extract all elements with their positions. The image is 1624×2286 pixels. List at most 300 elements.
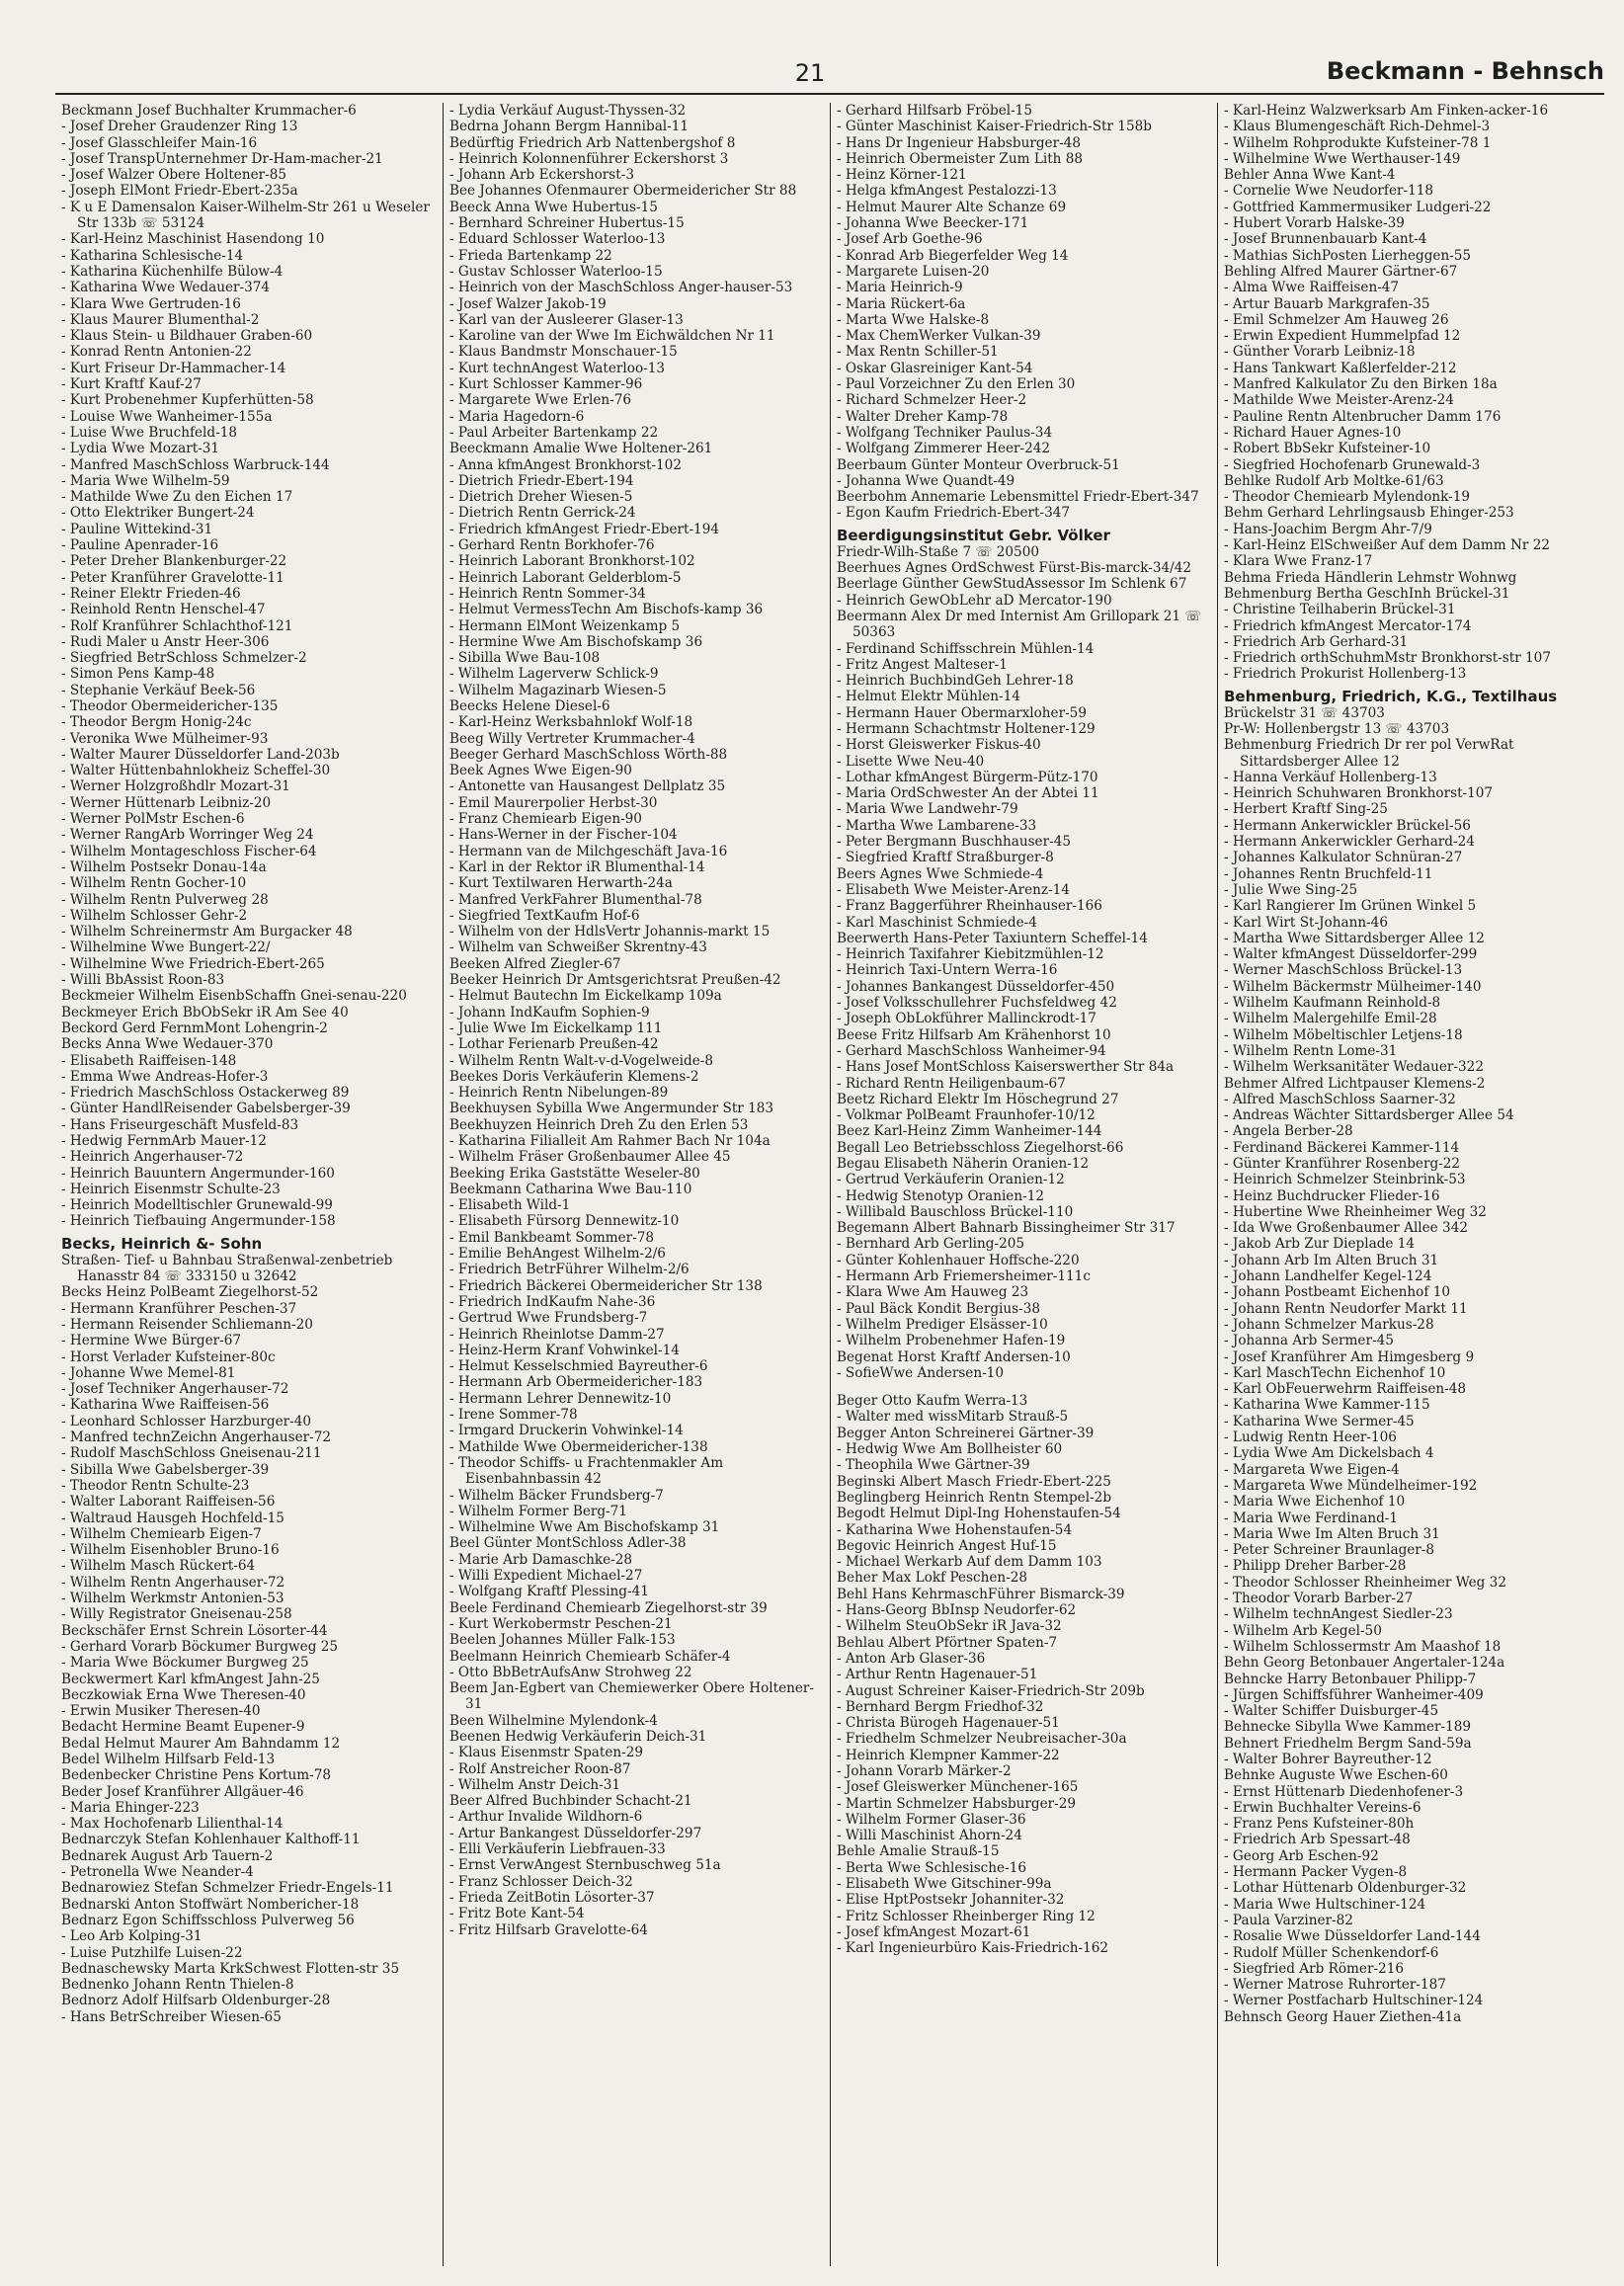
directory-entry: - Rudolf Müller Schenkendorf-6 (1224, 1944, 1439, 1961)
directory-entry: - Heinrich Rentn Nibelungen-89 (449, 1085, 669, 1102)
directory-entry: - Theophila Wwe Gärtner-39 (837, 1457, 1030, 1474)
directory-entry: - Lisette Wwe Neu-40 (837, 753, 985, 770)
directory-entry: - Elisabeth Wwe Meister-Arenz-14 (837, 881, 1070, 898)
directory-entry: - Horst Gleiswerker Fiskus-40 (837, 737, 1041, 754)
directory-entry: Beele Ferdinand Chemiearb Ziegelhorst-str 39 (449, 1599, 768, 1616)
directory-entry: - Johannes Rentn Bruchfeld-11 (1224, 865, 1433, 882)
directory-entry: - Margareta Wwe Mündelheimer-192 (1224, 1477, 1478, 1494)
directory-entry: - Wilhelm Möbeltischler Letjens-18 (1224, 1026, 1463, 1043)
directory-entry: - Werner RangArb Worringer Weg 24 (61, 827, 314, 844)
directory-entry: - Maria Ehinger-223 (61, 1799, 200, 1816)
directory-entry: Beez Karl-Heinz Zimm Wanheimer-144 (837, 1123, 1102, 1140)
directory-entry: - Hubertine Wwe Rheinheimer Weg 32 (1224, 1203, 1487, 1220)
directory-entry: - Maria Wwe Hultschiner-124 (1224, 1896, 1426, 1913)
directory-entry: - Heinrich Bauuntern Angermunder-160 (61, 1165, 335, 1182)
directory-entry: Behnke Auguste Wwe Eschen-60 (1224, 1767, 1448, 1784)
directory-entry: - Gertrud Wwe Frundsberg-7 (449, 1310, 648, 1327)
directory-entry: - Peter Schreiner Braunlager-8 (1224, 1542, 1435, 1559)
directory-entry: - Peter Dreher Blankenburger-22 (61, 553, 287, 570)
directory-entry: - Hans Tankwart Kaßlerfelder-212 (1224, 360, 1457, 376)
directory-entry: - Josef Dreher Graudenzer Ring 13 (61, 119, 298, 135)
header-rule (55, 93, 1604, 95)
directory-entry: Behncke Harry Betonbauer Philipp-7 (1224, 1671, 1477, 1687)
directory-entry: - Wilhelm Chemiearb Eigen-7 (61, 1525, 262, 1542)
directory-entry: Bednarczyk Stefan Kohlenhauer Kalthoff-11 (61, 1832, 361, 1848)
directory-entry: - Johann Arb Eckershorst-3 (449, 167, 634, 184)
directory-entry: - Manfred technZeichn Angerhauser-72 (61, 1429, 332, 1446)
directory-entry: - Hans Dr Ingenieur Habsburger-48 (837, 134, 1081, 151)
directory-entry: - Wilhelm Malergehilfe Emil-28 (1224, 1011, 1437, 1027)
directory-entry: - Bernhard Schreiner Hubertus-15 (449, 215, 685, 232)
directory-entry: - Gerhard Hilfsarb Fröbel-15 (837, 103, 1032, 119)
directory-entry: - Erwin Expedient Hummelpfad 12 (1224, 328, 1461, 345)
directory-entry: - Hedwig Wwe Am Bollheister 60 (837, 1441, 1063, 1458)
column-4 (1217, 103, 1604, 2266)
directory-entry: - Johann Vorarb Märker-2 (837, 1762, 1012, 1779)
directory-entry: - Johanne Wwe Memel-81 (61, 1364, 236, 1381)
directory-entry: - Friedrich IndKaufm Nahe-36 (449, 1293, 656, 1310)
directory-entry: Bednorz Adolf Hilfsarb Oldenburger-28 (61, 1993, 331, 2009)
directory-entry: - Katharina Wwe Wedauer-374 (61, 280, 271, 296)
directory-entry: - Richard Rentn Heiligenbaum-67 (837, 1075, 1066, 1092)
directory-entry: Beckschäfer Ernst Schrein Lösorter-44 (61, 1622, 328, 1639)
directory-entry: - Wilhelm Rentn Pulverweg 28 (61, 891, 269, 908)
directory-entry: Bedenbecker Christine Pens Kortum-78 (61, 1767, 332, 1784)
directory-entry: - Ludwig Rentn Heer-106 (1224, 1429, 1397, 1446)
directory-entry: - Kurt Werkobermstr Peschen-21 (449, 1615, 673, 1632)
directory-entry: Beder Josef Kranführer Allgäuer-46 (61, 1783, 304, 1800)
directory-entry: Beginski Albert Masch Friedr-Ebert-225 (837, 1473, 1111, 1490)
directory-entry: Beckmeier Wilhelm EisenbSchaffn Gnei-senau-220 (61, 988, 407, 1005)
directory-entry: - Maria Wwe Ferdinand-1 (1224, 1510, 1399, 1526)
directory-entry: - Heinrich Tiefbauing Angermunder-158 (61, 1213, 336, 1230)
directory-entry: - Bernhard Bergm Friedhof-32 (837, 1698, 1044, 1715)
directory-entry: - Pauline Wittekind-31 (61, 521, 213, 537)
directory-entry: - Max ChemWerker Vulkan-39 (837, 328, 1041, 345)
directory-entry: - Anna kfmAngest Bronkhorst-102 (449, 456, 682, 473)
directory-entry: - Hermann Packer Vygen-8 (1224, 1864, 1408, 1881)
directory-entry: - Walter kfmAngest Düsseldorfer-299 (1224, 946, 1478, 963)
directory-entry: - Lydia Wwe Am Dickelsbach 4 (1224, 1445, 1434, 1462)
directory-entry: - Kurt Textilwaren Herwarth-24a (449, 875, 673, 892)
directory-entry: - Otto Elektriker Bungert-24 (61, 505, 255, 522)
directory-entry: - Josef Glasschleifer Main-16 (61, 134, 258, 151)
directory-entry: - Theodor Chemiearb Mylendonk-19 (1224, 489, 1471, 506)
directory-entry: - Pauline Apenrader-16 (61, 537, 219, 554)
directory-entry: - K u E Damensalon Kaiser-Wilhelm-Str 261 u Weseler Str 133b ☏ 53124 (61, 199, 435, 232)
directory-entry: - Karl-Heinz ElSchweißer Auf dem Damm Nr 22 (1224, 537, 1551, 554)
directory-entry: - Klara Wwe Gertruden-16 (61, 295, 241, 312)
directory-entry: - Josef kfmAngest Mozart-61 (837, 1923, 1031, 1940)
directory-entry: Beel Günter MontSchloss Adler-38 (449, 1535, 687, 1552)
directory-entry: - Karoline van der Wwe Im Eichwäldchen Nr 11 (449, 328, 775, 345)
directory-entry: - Leo Arb Kolping-31 (61, 1928, 203, 1945)
directory-entry: Behle Amalie Strauß-15 (837, 1843, 1000, 1860)
directory-entry: - Veronika Wwe Mülheimer-93 (61, 730, 269, 747)
directory-entry: - Heinrich GewObLehr aD Mercator-190 (837, 592, 1112, 609)
directory-entry: - Sibilla Wwe Bau-108 (449, 650, 601, 667)
directory-entry: - Berta Wwe Schlesische-16 (837, 1859, 1026, 1876)
directory-entry: - Gustav Schlosser Waterloo-15 (449, 263, 663, 280)
directory-entry: - Wilhelm Schreinermstr Am Burgacker 48 (61, 924, 353, 940)
directory-entry: - Antonette van Hausangest Dellplatz 35 (449, 778, 726, 795)
directory-entry: Behmenburg Bertha GeschInh Brückel-31 (1224, 585, 1510, 602)
directory-entry: - Max Hochofenarb Lilienthal-14 (61, 1816, 284, 1833)
directory-entry: - Martha Wwe Lambarene-33 (837, 817, 1037, 834)
directory-entry: Begenat Horst Kraftf Andersen-10 (837, 1348, 1071, 1365)
directory-entry: - Gertrud Verkäuferin Oranien-12 (837, 1172, 1065, 1188)
directory-entry: - Philipp Dreher Barber-28 (1224, 1558, 1407, 1575)
directory-entry: - Karl Rangierer Im Grünen Winkel 5 (1224, 898, 1477, 915)
directory-columns (55, 103, 1604, 2274)
directory-entry: - Ernst Hüttenarb Diedenhofener-3 (1224, 1783, 1464, 1800)
directory-entry: - Wilhelm Eisenhobler Bruno-16 (61, 1542, 280, 1559)
directory-entry: - Franz Pens Kufsteiner-80h (1224, 1816, 1415, 1833)
directory-entry: Straßen- Tief- u Bahnbau Straßenwal-zenbetrieb Hanasstr 84 ☏ 333150 u 32642 (61, 1252, 397, 1285)
directory-entry: Brückelstr 31 ☏ 43703 (1224, 704, 1385, 721)
directory-entry: Behn Georg Betonbauer Angertaler-124a (1224, 1655, 1505, 1672)
directory-entry: - Friedhelm Schmelzer Neubreisacher-30a (837, 1731, 1127, 1748)
directory-entry: Bednaschewsky Marta KrkSchwest Flotten-str 35 (61, 1960, 400, 1977)
directory-entry: - Walter Hüttenbahnlokheiz Scheffel-30 (61, 763, 331, 779)
directory-entry: - Kurt Schlosser Kammer-96 (449, 376, 643, 393)
directory-entry: Friedr-Wilh-Staße 7 ☏ 20500 (837, 543, 1040, 560)
directory-entry: - Klara Wwe Franz-17 (1224, 553, 1373, 570)
directory-entry: - Franz Schlosser Deich-32 (449, 1873, 633, 1890)
directory-entry: - Hedwig Stenotyp Oranien-12 (837, 1187, 1044, 1204)
directory-entry: - Georg Arb Eschen-92 (1224, 1847, 1379, 1864)
directory-entry: - Willy Registrator Gneisenau-258 (61, 1606, 292, 1623)
directory-entry: Beerlage Günther GewStudAssessor Im Schlenk 67 (837, 576, 1187, 593)
directory-entry: - Heinrich von der MaschSchloss Anger-hauser-53 (449, 280, 793, 296)
directory-entry: Bednarowiez Stefan Schmelzer Friedr-Engels-11 (61, 1880, 394, 1897)
directory-entry: - Hanna Verkäuf Hollenberg-13 (1224, 769, 1437, 785)
directory-entry: - Mathilde Wwe Meister-Arenz-24 (1224, 392, 1454, 409)
directory-entry: - Siegfried Arb Römer-216 (1224, 1960, 1404, 1977)
directory-entry: - Sibilla Wwe Gabelsberger-39 (61, 1461, 270, 1478)
directory-entry: - Werner Postfacharb Hultschiner-124 (1224, 1993, 1484, 2009)
directory-entry: - Artur Bankangest Düsseldorfer-297 (449, 1825, 702, 1841)
directory-entry: Behm Gerhard Lehrlingsausb Ehinger-253 (1224, 505, 1514, 522)
directory-entry: - Friedrich Arb Gerhard-31 (1224, 633, 1409, 650)
directory-entry: - Bernhard Arb Gerling-205 (837, 1236, 1025, 1253)
directory-entry: - Johannes Bankangest Düsseldorfer-450 (837, 978, 1115, 995)
directory-entry: - Cornelie Wwe Neudorfer-118 (1224, 183, 1434, 200)
directory-entry: - Wilhelm Probenehmer Hafen-19 (837, 1333, 1066, 1349)
directory-entry: - Robert BbSekr Kufsteiner-10 (1224, 441, 1431, 457)
directory-entry: - Josef TranspUnternehmer Dr-Ham-macher-21 (61, 150, 383, 167)
directory-entry: - Erwin Musiker Theresen-40 (61, 1703, 261, 1720)
directory-entry: - Heinrich Schmelzer Steinbrink-53 (1224, 1172, 1466, 1188)
directory-entry: - Josef Volksschullehrer Fuchsfeldweg 42 (837, 995, 1117, 1012)
directory-entry: - Emil Schmelzer Am Hauweg 26 (1224, 311, 1449, 328)
directory-entry: Beem Jan-Egbert van Chemiewerker Obere Holtener-31 (449, 1680, 815, 1713)
directory-entry: - Wilhelm Bäcker Frundsberg-7 (449, 1487, 664, 1504)
directory-entry: - Theodor Rentn Schulte-23 (61, 1477, 250, 1494)
directory-entry: - Mathias SichPosten Lierheggen-55 (1224, 247, 1472, 264)
directory-entry: - Kurt Kraftf Kauf-27 (61, 376, 202, 393)
directory-entry: - Arthur Invalide Wildhorn-6 (449, 1809, 643, 1826)
directory-entry: - Paul Bäck Kondit Bergius-38 (837, 1300, 1041, 1317)
directory-entry: - Johann Landhelfer Kegel-124 (1224, 1268, 1432, 1285)
directory-entry: - Pauline Rentn Altenbrucher Damm 176 (1224, 408, 1502, 425)
directory-entry: - Wilhelm Postsekr Donau-14a (61, 858, 267, 875)
directory-entry: - Werner Holzgroßhdlr Mozart-31 (61, 778, 290, 795)
directory-entry: - Hans BetrSchreiber Wiesen-65 (61, 2008, 282, 2025)
directory-entry: - Hans-Werner in der Fischer-104 (449, 827, 678, 844)
directory-entry: - Heinrich BuchbindGeh Lehrer-18 (837, 673, 1074, 690)
directory-entry: - Oskar Glasreiniger Kant-54 (837, 360, 1033, 376)
directory-entry: - Christine Teilhaberin Brückel-31 (1224, 602, 1456, 618)
directory-entry: - Luise Putzhilfe Luisen-22 (61, 1944, 243, 1961)
directory-entry: - Katharina Küchenhilfe Bülow-4 (61, 263, 284, 280)
directory-entry: - Otto BbBetrAufsAnw Strohweg 22 (449, 1664, 692, 1680)
directory-entry: - Hans Friseurgeschäft Musfeld-83 (61, 1116, 299, 1133)
directory-entry: - Heinrich Eisenmstr Schulte-23 (61, 1181, 281, 1197)
directory-entry: - Marie Arb Damaschke-28 (449, 1551, 633, 1568)
directory-entry: - Alma Wwe Raiffeisen-47 (1224, 280, 1400, 296)
directory-entry: - Katharina Wwe Raiffeisen-56 (61, 1397, 270, 1414)
directory-entry: - Heinrich Obermeister Zum Lith 88 (837, 150, 1084, 167)
directory-entry: - Maria Hagedorn-6 (449, 408, 585, 425)
directory-entry: - Friedrich MaschSchloss Ostackerweg 89 (61, 1085, 350, 1102)
directory-entry: - Friedrich Prokurist Hollenberg-13 (1224, 666, 1467, 683)
directory-entry: Beese Fritz Hilfsarb Am Krähenhorst 10 (837, 1026, 1111, 1043)
directory-entry: Bedürftig Friedrich Arb Nattenbergshof 8 (449, 134, 736, 151)
directory-entry: - Wilhelm van Schweißer Skrentny-43 (449, 939, 707, 956)
directory-entry: - Friedrich Arb Spessart-48 (1224, 1832, 1411, 1848)
directory-entry: - Heinz Buchdrucker Flieder-16 (1224, 1187, 1440, 1204)
directory-entry: Begall Leo Betriebsschloss Ziegelhorst-66 (837, 1139, 1124, 1156)
directory-entry: - Helmut Elektr Mühlen-14 (837, 689, 1020, 705)
directory-entry: - Hans-Georg BbInsp Neudorfer-62 (837, 1602, 1077, 1619)
directory-entry: - Peter Bergmann Buschhauser-45 (837, 834, 1071, 851)
directory-entry: - Günter Maschinist Kaiser-Friedrich-Str 158b (837, 119, 1152, 135)
directory-entry: Beeken Alfred Ziegler-67 (449, 955, 621, 972)
directory-entry: - Gerhard MaschSchloss Wanheimer-94 (837, 1042, 1106, 1059)
directory-entry: - Heinrich Laborant Gelderblom-5 (449, 569, 682, 586)
directory-entry: - Kurt Probenehmer Kupferhütten-58 (61, 392, 314, 409)
directory-entry: - Ferdinand Bäckerei Kammer-114 (1224, 1139, 1460, 1156)
directory-entry: - Günther Vorarb Leibniz-18 (1224, 344, 1416, 361)
directory-entry: - Wilhelm Fräser Großenbaumer Allee 45 (449, 1149, 731, 1166)
directory-entry: - Manfred MaschSchloss Warbruck-144 (61, 456, 330, 473)
directory-entry: - Helmut Bautechn Im Eickelkamp 109a (449, 988, 722, 1005)
directory-entry: - Walter Laborant Raiffeisen-56 (61, 1494, 276, 1510)
directory-entry: Beenen Hedwig Verkäuferin Deich-31 (449, 1728, 707, 1745)
directory-entry: - Hermann Kranführer Peschen-37 (61, 1300, 297, 1317)
directory-entry: - August Schreiner Kaiser-Friedrich-Str 209b (837, 1682, 1145, 1699)
directory-entry: - Siegfried Hochofenarb Grunewald-3 (1224, 456, 1481, 473)
directory-entry: - Elisabeth Raiffeisen-148 (61, 1052, 237, 1069)
directory-entry: Becks Anna Wwe Wedauer-370 (61, 1036, 274, 1053)
directory-entry: - Jakob Arb Zur Dieplade 14 (1224, 1236, 1416, 1253)
directory-entry: - Marta Wwe Halske-8 (837, 311, 990, 328)
directory-entry: - Helmut Maurer Alte Schanze 69 (837, 199, 1067, 215)
directory-entry: - Wilhelm Werksanitäter Wedauer-322 (1224, 1059, 1484, 1076)
directory-entry: - Andreas Wächter Sittardsberger Allee 54 (1224, 1107, 1514, 1124)
directory-entry: - Wilhelm Schlosser Gehr-2 (61, 907, 248, 924)
directory-entry: - Kurt Friseur Dr-Hammacher-14 (61, 360, 286, 376)
directory-entry: Begau Elisabeth Näherin Oranien-12 (837, 1156, 1090, 1172)
directory-entry: Beeker Heinrich Dr Amtsgerichtsrat Preußen-42 (449, 972, 781, 989)
directory-entry: - Arthur Rentn Hagenauer-51 (837, 1667, 1038, 1683)
directory-entry: - Theodor Schiffs- u Frachtenmakler Am Eisenbahnbassin 42 (449, 1454, 728, 1488)
page-header-range: Beckmann - Behnsch (1326, 57, 1604, 85)
directory-entry: - Willi Expedient Michael-27 (449, 1568, 643, 1585)
directory-entry: - Fritz Schlosser Rheinberger Ring 12 (837, 1908, 1096, 1924)
directory-entry: - Wilhelm Former Glaser-36 (837, 1811, 1026, 1828)
directory-entry: - Walter Maurer Düsseldorfer Land-203b (61, 746, 340, 763)
directory-entry: Beelmann Heinrich Chemiearb Schäfer-4 (449, 1648, 731, 1665)
directory-entry: - Johann Rentn Neudorfer Markt 11 (1224, 1300, 1468, 1317)
directory-entry: - Wilhelm Rentn Gocher-10 (61, 875, 247, 892)
directory-entry: - Hermann Arb Obermeidericher-183 (449, 1374, 703, 1391)
directory-entry: - Johann Schmelzer Markus-28 (1224, 1316, 1434, 1333)
directory-entry: Beckmann Josef Buchhalter Krummacher-6 (61, 103, 357, 119)
directory-entry: - Siegfried TextKaufm Hof-6 (449, 907, 640, 924)
directory-entry: - Joseph ElMont Friedr-Ebert-235a (61, 183, 298, 200)
directory-entry: - Johann IndKaufm Sophien-9 (449, 1004, 650, 1021)
directory-entry: Behmer Alfred Lichtpauser Klemens-2 (1224, 1075, 1486, 1092)
directory-entry: - Walter Dreher Kamp-78 (837, 408, 1009, 425)
directory-entry: - Josef Arb Goethe-96 (837, 231, 983, 248)
directory-entry: - Josef Walzer Jakob-19 (449, 295, 607, 312)
directory-entry: - Karl ObFeuerwehrm Raiffeisen-48 (1224, 1381, 1467, 1398)
directory-entry: - Gerhard Vorarb Böckumer Burgweg 25 (61, 1638, 339, 1655)
directory-entry: - Wilhelm Masch Rückert-64 (61, 1558, 256, 1575)
directory-entry: - Dietrich Friedr-Ebert-194 (449, 472, 634, 489)
directory-entry: - Heinrich Modelltischler Grunewald-99 (61, 1197, 333, 1214)
directory-entry: - Katharina Wwe Sermer-45 (1224, 1413, 1415, 1429)
directory-entry: - Emilie BehAngest Wilhelm-2/6 (449, 1246, 666, 1263)
directory-entry: - Friedrich kfmAngest Friedr-Ebert-194 (449, 521, 719, 537)
directory-entry: - Walter Bohrer Bayreuther-12 (1224, 1751, 1432, 1767)
directory-entry: - Jürgen Schiffsführer Wanheimer-409 (1224, 1686, 1484, 1703)
directory-entry: - Hermann Lehrer Dennewitz-10 (449, 1390, 672, 1407)
directory-entry: - Heinrich Rentn Sommer-34 (449, 585, 646, 602)
directory-entry: - Wilhelm Rentn Angerhauser-72 (61, 1574, 285, 1591)
directory-entry: Beglingberg Heinrich Rentn Stempel-2b (837, 1489, 1112, 1506)
directory-entry: - Margarete Wwe Erlen-76 (449, 392, 632, 409)
directory-entry: - Wilhelmine Wwe Friedrich-Ebert-265 (61, 955, 325, 972)
directory-entry: - Julie Wwe Im Eickelkamp 111 (449, 1020, 663, 1036)
directory-entry: - Josef Techniker Angerhauser-72 (61, 1381, 289, 1398)
directory-entry: - Gerhard Rentn Borkhofer-76 (449, 537, 655, 554)
directory-entry: - Mathilde Wwe Zu den Eichen 17 (61, 489, 293, 506)
directory-entry: Behnsch Georg Hauer Ziethen-41a (1224, 2008, 1462, 2025)
business-heading: Beerdigungsinstitut Gebr. Völker (837, 526, 1110, 544)
page-number: 21 (794, 59, 826, 87)
directory-entry: - Siegfried BetrSchloss Schmelzer-2 (61, 650, 307, 667)
directory-entry: Beermann Alex Dr med Internist Am Grillopark 21 ☏ 50363 (837, 608, 1206, 641)
directory-entry: Behnecke Sibylla Wwe Kammer-189 (1224, 1719, 1472, 1736)
directory-entry: Beer Alfred Buchbinder Schacht-21 (449, 1793, 692, 1810)
directory-entry: - Wilhelm Magazinarb Wiesen-5 (449, 682, 667, 698)
directory-entry: - Rudolf MaschSchloss Gneisenau-211 (61, 1445, 322, 1462)
directory-entry: - Wilhelm Werkmstr Antonien-53 (61, 1591, 284, 1607)
directory-entry: Beelen Johannes Müller Falk-153 (449, 1632, 676, 1649)
directory-entry: - Theodor Schlosser Rheinheimer Weg 32 (1224, 1574, 1506, 1591)
directory-entry: - Elisabeth Wild-1 (449, 1197, 571, 1214)
directory-entry: - Walter med wissMitarb Strauß-5 (837, 1409, 1069, 1426)
directory-entry: - Josef Brunnenbauarb Kant-4 (1224, 231, 1427, 248)
directory-entry: - Maria Heinrich-9 (837, 280, 963, 296)
directory-entry: - Theodor Bergm Honig-24c (61, 714, 252, 731)
directory-entry: Beeckmann Amalie Wwe Holtener-261 (449, 441, 713, 457)
directory-entry: - Herbert Kraftf Sing-25 (1224, 801, 1388, 818)
directory-entry: - Emma Wwe Andreas-Hofer-3 (61, 1068, 269, 1085)
directory-entry: - Dietrich Rentn Gerrick-24 (449, 505, 636, 522)
directory-entry: Beekhuysen Sybilla Wwe Angermunder Str 183 (449, 1101, 774, 1117)
directory-entry: Beckwermert Karl kfmAngest Jahn-25 (61, 1671, 320, 1687)
directory-entry: - Fritz Angest Malteser-1 (837, 656, 1008, 673)
directory-entry: Bednarz Egon Schiffsschloss Pulverweg 56 (61, 1912, 355, 1928)
directory-entry: Beek Agnes Wwe Eigen-90 (449, 763, 632, 779)
column-1 (55, 103, 443, 2266)
directory-entry: - Katharina Schlesische-14 (61, 247, 244, 264)
directory-entry: - Wilhelm SteuObSekr iR Java-32 (837, 1618, 1062, 1635)
directory-entry: - Mathilde Wwe Obermeidericher-138 (449, 1438, 708, 1455)
directory-entry: - Ernst VerwAngest Sternbuschweg 51a (449, 1857, 721, 1874)
directory-entry: - Karl in der Rektor iR Blumenthal-14 (449, 858, 705, 875)
directory-entry: - Irene Sommer-78 (449, 1407, 578, 1424)
directory-entry: - Maria Wwe Eichenhof 10 (1224, 1494, 1406, 1510)
directory-entry: - Erwin Buchhalter Vereins-6 (1224, 1799, 1421, 1816)
directory-entry: Behmenburg Friedrich Dr rer pol VerwRat Sittardsberger Allee 12 (1224, 737, 1518, 770)
directory-entry: - Heinrich Laborant Bronkhorst-102 (449, 553, 695, 570)
directory-entry: - Josef Gleiswerker Münchener-165 (837, 1779, 1079, 1796)
directory-entry: - Hermann Schachtmstr Holtener-129 (837, 720, 1096, 737)
directory-entry: - Elise HptPostsekr Johanniter-32 (837, 1892, 1065, 1909)
directory-entry: - Wilhelmine Wwe Bungert-22/ (61, 939, 271, 956)
directory-entry: Beher Max Lokf Peschen-28 (837, 1570, 1028, 1587)
directory-entry: - Theodor Vorarb Barber-27 (1224, 1591, 1414, 1607)
directory-entry: - Josef Kranführer Am Himgesberg 9 (1224, 1348, 1475, 1365)
directory-entry: Behler Anna Wwe Kant-4 (1224, 167, 1396, 184)
directory-entry: - Günter HandlReisender Gabelsberger-39 (61, 1101, 351, 1117)
directory-entry: - Hermine Wwe Bürger-67 (61, 1333, 242, 1349)
directory-entry: - Wilhelm Rohprodukte Kufsteiner-78 1 (1224, 134, 1492, 151)
directory-entry: - Wolfgang Techniker Paulus-34 (837, 424, 1053, 441)
directory-entry: - Helmut Kesselschmied Bayreuther-6 (449, 1358, 708, 1375)
directory-entry: - Michael Werkarb Auf dem Damm 103 (837, 1554, 1102, 1571)
directory-entry: Behl Hans KehrmaschFührer Bismarck-39 (837, 1586, 1125, 1602)
directory-entry: - Werner PolMstr Eschen-6 (61, 811, 245, 828)
directory-entry: - Hermann Ankerwickler Gerhard-24 (1224, 834, 1475, 851)
directory-entry: - Fritz Bote Kant-54 (449, 1906, 585, 1922)
directory-entry: - Emil Bankbeamt Sommer-78 (449, 1229, 655, 1246)
directory-entry: - Egon Kaufm Friedrich-Ebert-347 (837, 505, 1071, 522)
directory-entry: - Frieda ZeitBotin Lösorter-37 (449, 1889, 655, 1906)
directory-entry: - Wilhelmine Wwe Am Bischofskamp 31 (449, 1519, 720, 1536)
directory-entry: Bedal Helmut Maurer Am Bahndamm 12 (61, 1735, 341, 1752)
directory-entry: - Johanna Wwe Beecker-171 (837, 215, 1029, 232)
directory-entry: Behlau Albert Pförtner Spaten-7 (837, 1634, 1058, 1651)
directory-entry: - Martin Schmelzer Habsburger-29 (837, 1795, 1077, 1812)
directory-entry: - Hans-Joachim Bergm Ahr-7/9 (1224, 521, 1432, 537)
directory-entry: - Leonhard Schlosser Harzburger-40 (61, 1413, 312, 1429)
directory-entry: Begemann Albert Bahnarb Bissingheimer Str 317 (837, 1220, 1176, 1237)
directory-entry: - Fritz Hilfsarb Gravelotte-64 (449, 1921, 648, 1938)
column-3 (830, 103, 1217, 2266)
directory-entry: - Lothar Hüttenarb Oldenburger-32 (1224, 1880, 1467, 1897)
directory-entry: - Walter Schiffer Duisburger-45 (1224, 1703, 1439, 1720)
directory-entry: - Friedrich kfmAngest Mercator-174 (1224, 617, 1472, 634)
directory-entry: - Friedrich Bäckerei Obermeidericher Str 138 (449, 1277, 763, 1294)
directory-entry: Behlke Rudolf Arb Moltke-61/63 (1224, 472, 1444, 489)
directory-entry: - Günter Kranführer Rosenberg-22 (1224, 1156, 1461, 1172)
